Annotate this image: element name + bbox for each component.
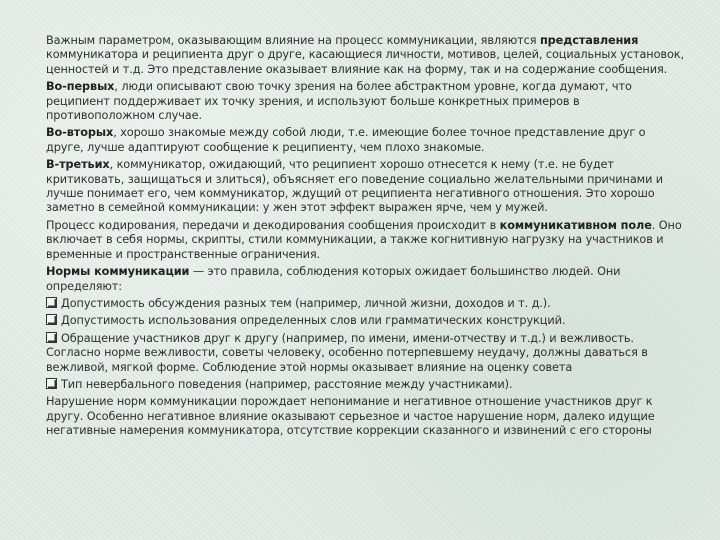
paragraph-norms <box>46 265 686 294</box>
list-item-text: Обращение участников друг к другу (например, по имени, имени-отчеству и т.д.) и вежливость. Согласно норме вежливости, советы человеку, особенно потерпевшему неудачу, должны даваться в вежливой, мягкой форме. Соблюдение этой нормы оказывает влияние на оценку совета <box>46 331 648 374</box>
text-span: — это правила, соблюдения которых ожидает большинство людей. Они определяют: <box>46 265 621 293</box>
checkbox-bullet-icon <box>46 332 57 343</box>
bold-term: представления <box>539 34 639 47</box>
paragraph-violation <box>46 395 686 438</box>
paragraph-third <box>46 158 686 216</box>
text-span: Важным параметром, оказывающим влияние на процесс коммуникации, являются <box>46 34 540 47</box>
text-span: коммуникатора и реципиента друг о друге, касающиеся личности, мотивов, целей, социальных установок, ценностей и т.д. Это представление оказывает влияние как на форму, так и на содержание сообщения. <box>46 48 684 76</box>
checkbox-bullet-icon <box>46 314 57 325</box>
list-item <box>46 378 686 392</box>
paragraph-second <box>46 126 686 155</box>
bold-term: Нормы коммуникации <box>46 265 190 279</box>
text-span: , люди описывают свою точку зрения на более абстрактном уровне, когда думают, что реципиент поддерживает их точку зрения, и используют больше конкретных примеров в противоположном случае. <box>46 80 632 123</box>
checkbox-bullet-icon <box>46 378 57 389</box>
text-span: . Оно включает в себя нормы, скрипты, стили коммуникации, а также когнитивную нагрузку на участников и временные и пространственные ограничения. <box>46 218 682 261</box>
list-item-text: Тип невербального поведения (например, расстояние между участниками). <box>61 377 513 391</box>
text-span: Процесс кодирования, передачи и декодирования сообщения происходит в <box>46 218 500 232</box>
bold-term: Во-первых <box>46 80 115 94</box>
list-item <box>46 314 686 328</box>
bold-term: В-третьих <box>46 158 110 172</box>
paragraph-first <box>46 80 686 123</box>
text-span: Нарушение норм коммуникации порождает непонимание и негативное отношение участников друг к другу. Особенно негативное влияние оказывают серьезное и частое нарушение норм, далеко идущие негативные намерения коммуникатора, отсутствие коррекции сказанного и извинений с его стороны <box>46 395 655 438</box>
list-item <box>46 332 686 375</box>
paragraph-representations <box>46 34 686 77</box>
bold-term: коммуникативном поле <box>499 218 652 232</box>
text-span: , коммуникатор, ожидающий, что реципиент хорошо отнесется к нему (т.е. не будет критиковать, защищаться и злиться), объясняет его поведение социально желательными причинами и лучше понимает его, чем коммуникатор, ждущий от реципиента негативного отношения. Это хорошо заметно в семейной коммуникации: у жен этот эффект выражен ярче, чем у мужей. <box>46 158 664 215</box>
slide-text <box>46 34 686 442</box>
paragraph-communicative-field <box>46 219 686 262</box>
bold-term: Во-вторых <box>46 126 114 140</box>
text-span: , хорошо знакомые между собой люди, т.е. имеющие более точное представление друг о друге, лучше адаптируют сообщение к реципиенту, чем плохо знакомые. <box>46 126 646 154</box>
list-item <box>46 297 686 311</box>
list-item-text: Допустимость обсуждения разных тем (например, личной жизни, доходов и т. д.). <box>61 296 551 310</box>
checkbox-bullet-icon <box>46 297 57 308</box>
list-item-text: Допустимость использования определенных слов или грамматических конструкций. <box>61 314 566 328</box>
